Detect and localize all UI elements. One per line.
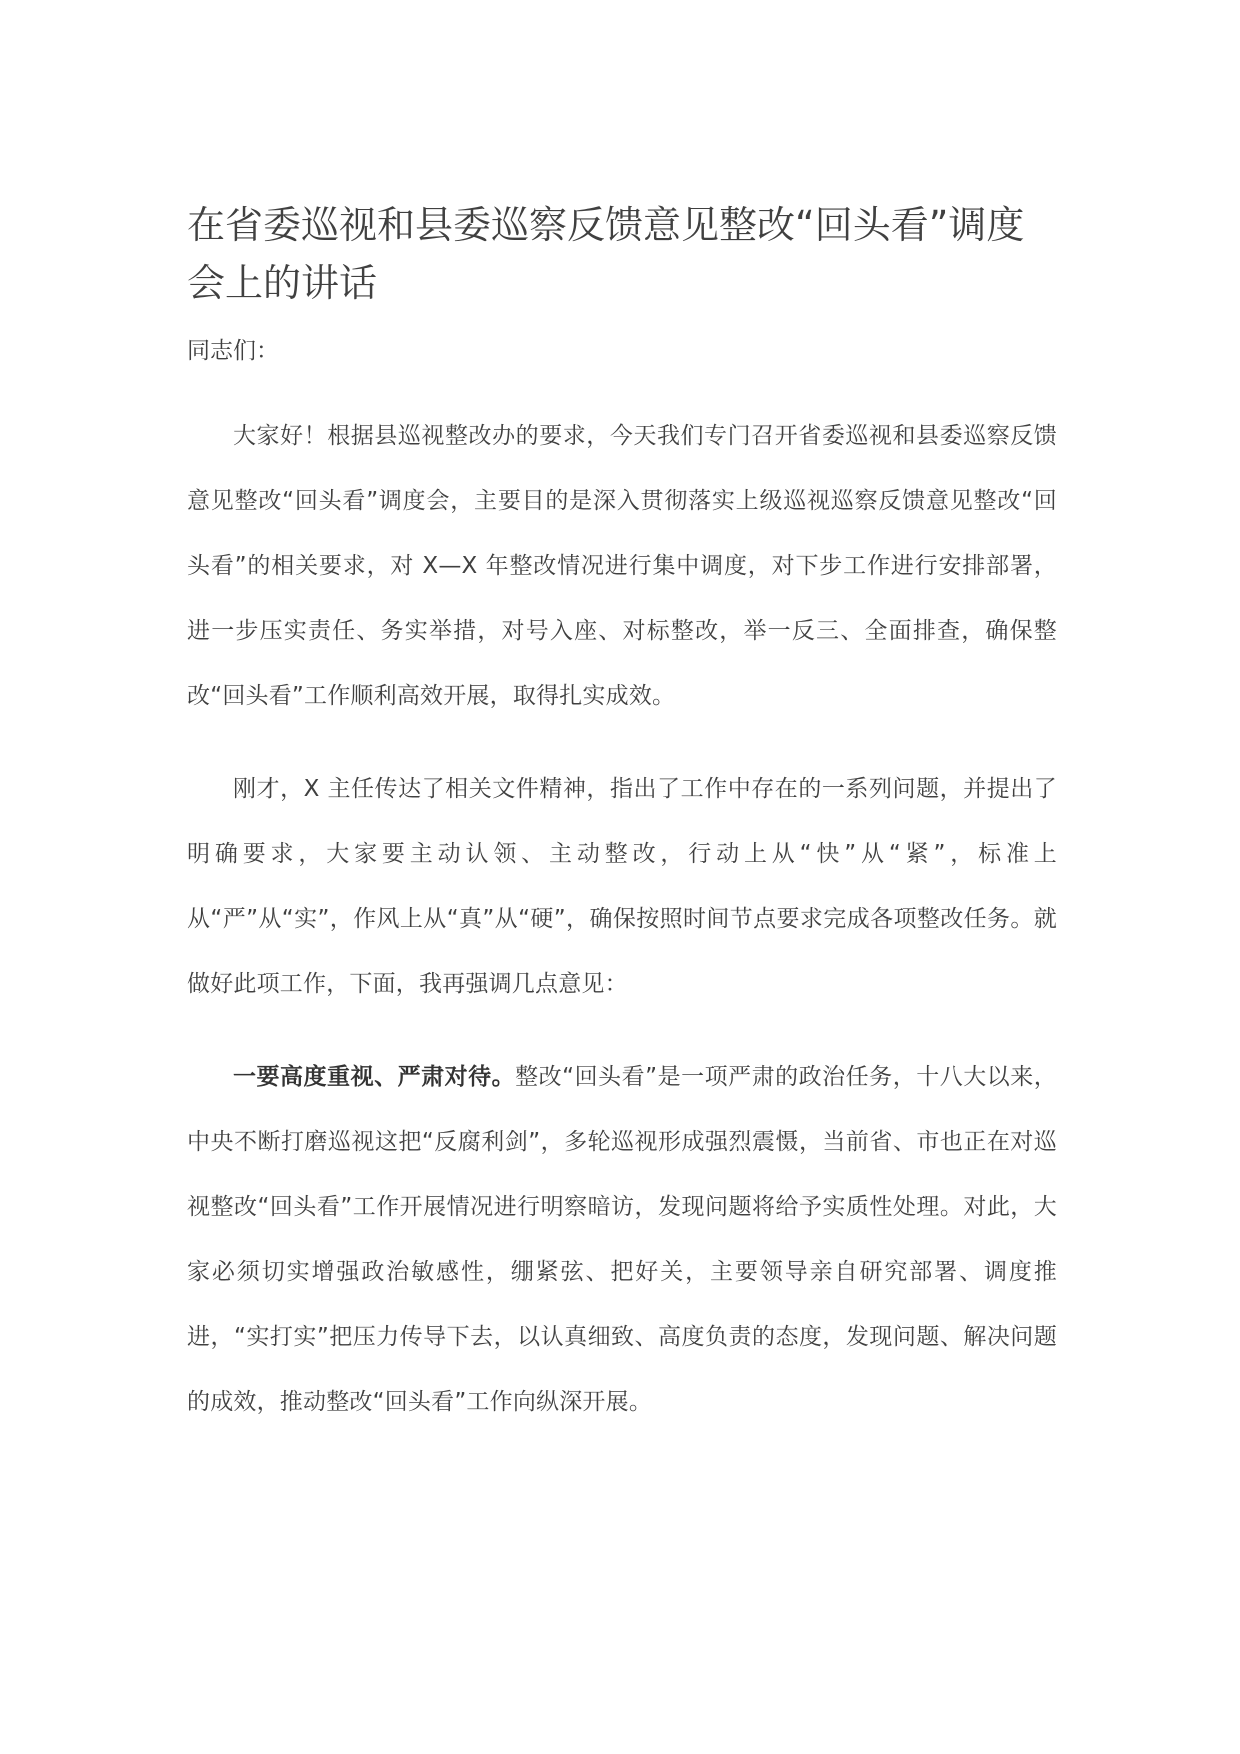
paragraph-text: 整改“回头看”是一项严肃的政治任务，十八大以来，中央不断打磨巡视这把“反腐利剑”，多轮巡视形成强烈震慑，当前省、市也正在对巡视整改“回头看”工作开展情况进行明察暗访，发现问题将给予实质性处理。对此，大家必须切实增强政治敏感性，绷紧弦、把好关，主要领导亲自研究部署、调度推进，“实打实”把压力传导下去，以认真细致、高度负责的态度，发现问题、解决问题的成效，推动整改“回头看”工作向纵深开展。 bbox=[187, 1064, 1057, 1415]
paragraph-text: 刚才，X 主任传达了相关文件精神，指出了工作中存在的一系列问题，并提出了明确要求，大家要主动认领、主动整改，行动上从“快”从“紧”，标准上从“严”从“实”，作风上从“真”从“硬”，确保按照时间节点要求完成各项整改任务。就做好此项工作，下面，我再强调几点意见： bbox=[187, 776, 1057, 997]
document-body bbox=[187, 196, 1057, 1458]
paragraph-intro bbox=[187, 404, 1057, 729]
paragraph-text: 大家好！根据县巡视整改办的要求，今天我们专门召开省委巡视和县委巡察反馈意见整改“回头看”调度会，主要目的是深入贯彻落实上级巡视巡察反馈意见整改“回头看”的相关要求，对 X—X 年整改情况进行集中调度，对下步工作进行安排部署，进一步压实责任、务实举措，对号入座、对标整改，举一反三、全面排查，确保整改“回头看”工作顺利高效开展，取得扎实成效。 bbox=[187, 423, 1057, 709]
paragraph-lead-bold: 一要高度重视、严肃对待。 bbox=[233, 1064, 516, 1090]
paragraph-requirements bbox=[187, 757, 1057, 1017]
document-title: 在省委巡视和县委巡察反馈意见整改“回头看”调度会上的讲话 bbox=[187, 203, 1025, 305]
paragraph-point-one bbox=[187, 1045, 1057, 1435]
salutation: 同志们： bbox=[187, 338, 279, 364]
